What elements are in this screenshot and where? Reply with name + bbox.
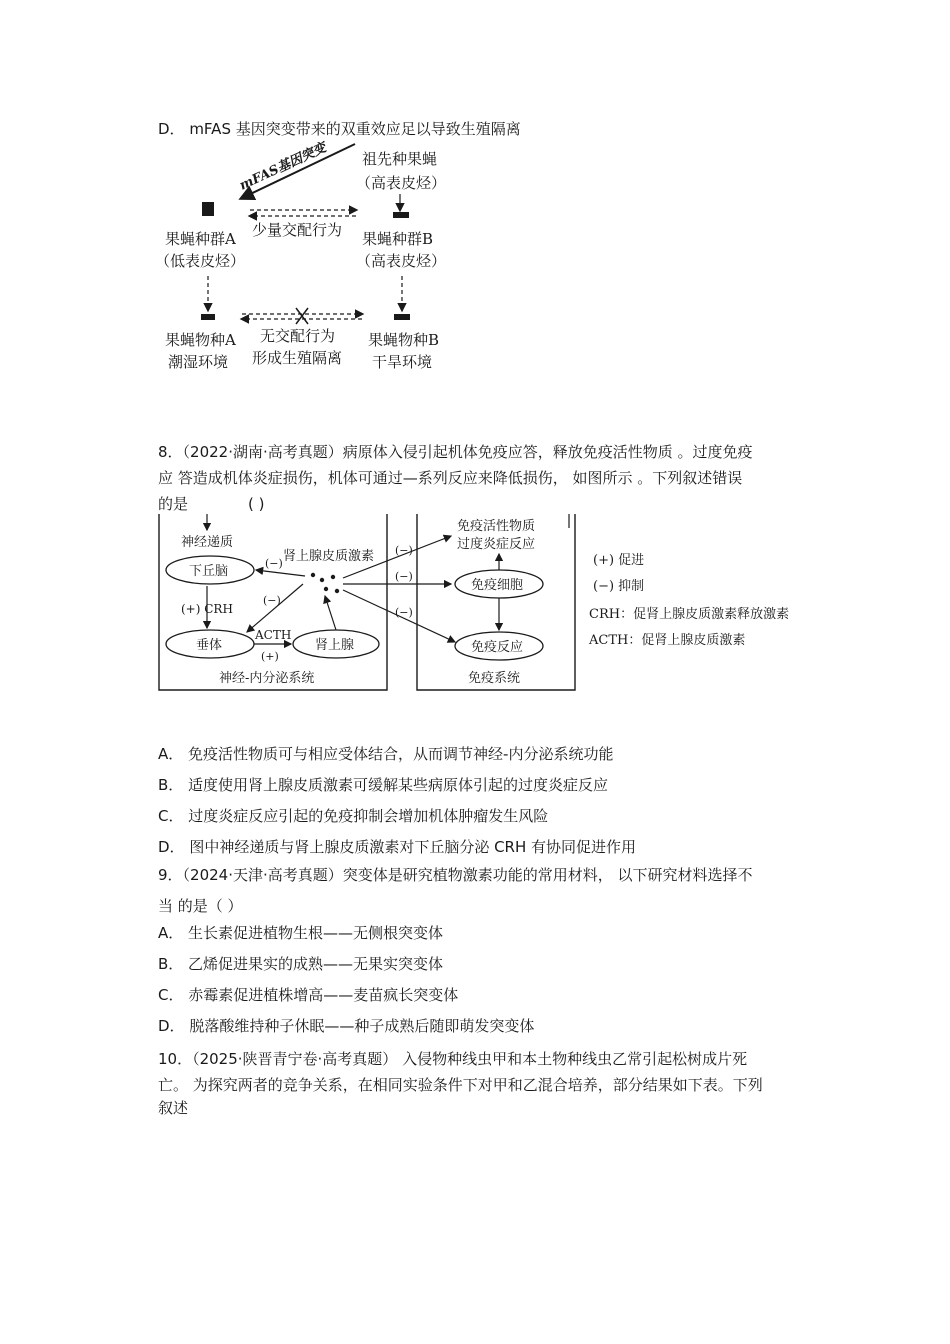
legend-crh: CRH：促肾上腺皮质激素释放激素 [589, 607, 790, 622]
mutation-label: mFAS基因突变 [237, 140, 329, 194]
acth-label: ACTH [255, 628, 292, 642]
immune-cell-label: 免疫细胞 [471, 578, 524, 593]
fly-icon-pop-a [202, 202, 214, 216]
legend-inhibit: (−) 抑制 [593, 579, 645, 594]
q10-stem-line1: 10．（2025·陕晋青宁卷·高考真题） 入侵物种线虫甲和本土物种线虫乙常引起松树成片死 [158, 1050, 748, 1068]
immune-regulation-figure [155, 512, 815, 694]
acth-plus-label: (+) [261, 650, 279, 663]
immune-response-label: 免疫反应 [471, 640, 524, 655]
q9-stem-line1: 9．（2024·天津·高考真题）突变体是研究植物激素功能的常用材料， 以下研究材料选择不 [158, 866, 753, 884]
q9-stem-line2: 当 的是（ ） [158, 897, 243, 915]
species-b-env: 干旱环境 [372, 353, 433, 371]
species-a-label: 果蝇物种A [165, 331, 236, 349]
speciation-figure [150, 138, 470, 378]
q8-stem-line1: 8．（2022·湖南·高考真题）病原体入侵引起机体免疫应答，释放免疫活性物质 。过度免疫 [158, 443, 753, 461]
species-b-label: 果蝇物种B [368, 331, 440, 349]
q8-stem-text: 的是 [158, 495, 189, 513]
neuro-system-label: 神经-内分泌系统 [219, 671, 315, 686]
species-a-env: 潮湿环境 [168, 353, 229, 371]
q8-option-b: B． 适度使用肾上腺皮质激素可缓解某些病原体引起的过度炎症反应 [158, 776, 609, 794]
crh-label: (+) CRH [181, 602, 233, 616]
q8-option-c: C． 过度炎症反应引起的免疫抑制会增加机体肿瘤发生风险 [158, 807, 549, 825]
pop-b-trait: （高表皮烃） [356, 252, 447, 270]
minus-label-3: (−) [395, 544, 413, 557]
minus-label-4: (−) [395, 570, 413, 583]
q9-option-b: B． 乙烯促进果实的成熟——无果实突变体 [158, 955, 444, 973]
pop-b-label: 果蝇种群B [362, 230, 434, 248]
ancestor-label: 祖先种果蝇 [362, 150, 438, 168]
minus-label-2: (−) [263, 594, 281, 607]
q9-option-a: A． 生长素促进植物生根——无侧根突变体 [158, 924, 444, 942]
q8-option-a: A． 免疫活性物质可与相应受体结合，从而调节神经-内分泌系统功能 [158, 745, 614, 763]
overinflammation-label: 过度炎症反应 [457, 537, 536, 552]
cortisol-label: 肾上腺皮质激素 [283, 549, 375, 564]
q8-option-d: D． 图中神经递质与肾上腺皮质激素对下丘脑分泌 CRH 有协同促进作用 [158, 838, 637, 856]
ancestor-trait: （高表皮烃） [356, 174, 447, 192]
q8-stem-line2: 应 答造成机体炎症损伤，机体可通过—系列反应来降低损伤， 如图所示 。下列叙述错误 [158, 469, 743, 487]
few-mating-label: 少量交配行为 [252, 221, 343, 239]
answer-blank: ( ) [248, 495, 265, 513]
minus-label-1: (−) [265, 557, 283, 570]
pop-a-label: 果蝇种群A [165, 230, 236, 248]
legend-acth: ACTH：促肾上腺皮质激素 [589, 633, 746, 648]
q9-option-c: C． 赤霉素促进植株增高——麦苗疯长突变体 [158, 986, 459, 1004]
q7-option-d: D． mFAS 基因突变带来的双重效应足以导致生殖隔离 [158, 120, 521, 138]
immune-active-label: 免疫活性物质 [457, 519, 536, 534]
hypothalamus-label: 下丘脑 [189, 564, 229, 579]
neurotransmitter-label: 神经递质 [181, 535, 234, 550]
q9-option-d: D． 脱落酸维持种子休眠——种子成熟后随即萌发突变体 [158, 1017, 535, 1035]
q10-stem-line2: 亡。 为探究两者的竞争关系，在相同实验条件下对甲和乙混合培养，部分结果如下表。下列 [158, 1076, 763, 1094]
minus-label-5: (−) [395, 606, 413, 619]
fly-icon-species-b [394, 314, 410, 320]
legend-promote: (+) 促进 [593, 553, 645, 568]
immune-system-label: 免疫系统 [468, 671, 521, 686]
q10-stem-line3: 叙述 [158, 1099, 189, 1117]
fly-icon-pop-b [393, 212, 409, 218]
fly-icon-species-a [201, 314, 215, 320]
pituitary-label: 垂体 [196, 638, 223, 653]
pop-a-trait: （低表皮烃） [155, 252, 246, 270]
adrenal-label: 肾上腺 [315, 638, 355, 653]
isolation-label: 形成生殖隔离 [252, 349, 343, 367]
no-mating-label: 无交配行为 [260, 327, 336, 345]
